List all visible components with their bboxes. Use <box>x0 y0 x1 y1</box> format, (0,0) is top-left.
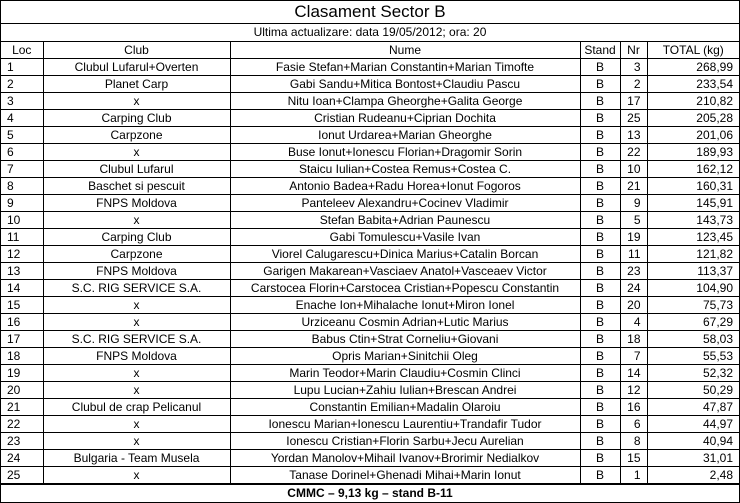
cell-name: Ionescu Cristian+Florin Sarbu+Jecu Aurelian <box>230 433 580 450</box>
cell-loc: 16 <box>1 314 43 331</box>
cell-total: 55,53 <box>647 348 739 365</box>
table-row <box>1 127 739 144</box>
cell-total: 2,48 <box>647 467 739 484</box>
cell-nr: 21 <box>620 178 647 195</box>
table-row <box>1 212 739 229</box>
cell-nr: 19 <box>620 229 647 246</box>
cell-club: FNPS Moldova <box>43 263 230 280</box>
cell-loc: 20 <box>1 382 43 399</box>
cell-nr: 22 <box>620 144 647 161</box>
table-row <box>1 416 739 433</box>
cell-stand: B <box>580 110 620 127</box>
table-row <box>1 399 739 416</box>
table-row <box>1 467 739 484</box>
table-row <box>1 93 739 110</box>
table-row <box>1 76 739 93</box>
cell-stand: B <box>580 93 620 110</box>
cell-loc: 17 <box>1 331 43 348</box>
table-row <box>1 110 739 127</box>
cell-loc: 6 <box>1 144 43 161</box>
cell-total: 58,03 <box>647 331 739 348</box>
cell-loc: 15 <box>1 297 43 314</box>
table-row <box>1 263 739 280</box>
cell-stand: B <box>580 399 620 416</box>
cell-loc: 13 <box>1 263 43 280</box>
cell-name: Viorel Calugarescu+Dinica Marius+Catalin Borcan <box>230 246 580 263</box>
cell-loc: 11 <box>1 229 43 246</box>
table-row <box>1 331 739 348</box>
cell-club: x <box>43 467 230 484</box>
cell-loc: 5 <box>1 127 43 144</box>
cell-club: S.C. RIG SERVICE S.A. <box>43 331 230 348</box>
header-stand: Stand <box>580 42 620 59</box>
cell-nr: 15 <box>620 450 647 467</box>
cell-stand: B <box>580 450 620 467</box>
cell-nr: 1 <box>620 467 647 484</box>
cell-total: 210,82 <box>647 93 739 110</box>
cell-loc: 18 <box>1 348 43 365</box>
cell-club: Clubul Lufarul <box>43 161 230 178</box>
cell-club: Planet Carp <box>43 76 230 93</box>
cell-stand: B <box>580 246 620 263</box>
table-row <box>1 297 739 314</box>
cell-club: Baschet si pescuit <box>43 178 230 195</box>
cell-club: x <box>43 433 230 450</box>
cell-name: Lupu Lucian+Zahiu Iulian+Brescan Andrei <box>230 382 580 399</box>
cell-loc: 8 <box>1 178 43 195</box>
cell-total: 44,97 <box>647 416 739 433</box>
cell-total: 31,01 <box>647 450 739 467</box>
cell-stand: B <box>580 297 620 314</box>
cell-stand: B <box>580 195 620 212</box>
cell-total: 233,54 <box>647 76 739 93</box>
cell-nr: 20 <box>620 297 647 314</box>
cell-total: 50,29 <box>647 382 739 399</box>
cell-name: Panteleev Alexandru+Cocinev Vladimir <box>230 195 580 212</box>
cell-nr: 24 <box>620 280 647 297</box>
cell-nr: 4 <box>620 314 647 331</box>
cell-total: 113,37 <box>647 263 739 280</box>
cell-total: 52,32 <box>647 365 739 382</box>
cell-nr: 13 <box>620 127 647 144</box>
cell-nr: 17 <box>620 93 647 110</box>
last-update-label: Ultima actualizare: data 19/05/2012; ora: 20 <box>1 24 739 42</box>
cell-name: Antonio Badea+Radu Horea+Ionut Fogoros <box>230 178 580 195</box>
table-row <box>1 348 739 365</box>
cell-total: 162,12 <box>647 161 739 178</box>
table-row <box>1 144 739 161</box>
cell-nr: 25 <box>620 110 647 127</box>
table-row <box>1 229 739 246</box>
cell-nr: 10 <box>620 161 647 178</box>
cell-name: Nitu Ioan+Clampa Gheorghe+Galita George <box>230 93 580 110</box>
cell-name: Carstocea Florin+Carstocea Cristian+Popescu Constantin <box>230 280 580 297</box>
cell-name: Ionescu Marian+Ionescu Laurentiu+Trandafir Tudor <box>230 416 580 433</box>
cell-nr: 11 <box>620 246 647 263</box>
cell-club: FNPS Moldova <box>43 195 230 212</box>
cell-loc: 7 <box>1 161 43 178</box>
cell-club: Carping Club <box>43 229 230 246</box>
cell-loc: 1 <box>1 59 43 76</box>
cell-total: 268,99 <box>647 59 739 76</box>
cell-loc: 3 <box>1 93 43 110</box>
cell-nr: 8 <box>620 433 647 450</box>
cell-club: Clubul de crap Pelicanul <box>43 399 230 416</box>
table-row <box>1 195 739 212</box>
cell-total: 189,93 <box>647 144 739 161</box>
cell-club: S.C. RIG SERVICE S.A. <box>43 280 230 297</box>
header-club: Club <box>43 42 230 59</box>
cell-loc: 9 <box>1 195 43 212</box>
cell-total: 145,91 <box>647 195 739 212</box>
cell-stand: B <box>580 212 620 229</box>
header-loc: Loc <box>1 42 43 59</box>
table-row <box>1 382 739 399</box>
cell-total: 123,45 <box>647 229 739 246</box>
cell-stand: B <box>580 314 620 331</box>
cell-stand: B <box>580 467 620 484</box>
cell-name: Garigen Makarean+Vasciaev Anatol+Vasceaev Victor <box>230 263 580 280</box>
cell-club: Carpzone <box>43 246 230 263</box>
cell-loc: 22 <box>1 416 43 433</box>
cell-loc: 14 <box>1 280 43 297</box>
table-row <box>1 246 739 263</box>
cell-stand: B <box>580 263 620 280</box>
cell-name: Babus Ctin+Strat Corneliu+Giovani <box>230 331 580 348</box>
cell-nr: 5 <box>620 212 647 229</box>
footer-note: CMMC – 9,13 kg – stand B-11 <box>1 484 739 502</box>
cell-stand: B <box>580 348 620 365</box>
cell-name: Marin Teodor+Marin Claudiu+Cosmin Clinci <box>230 365 580 382</box>
table-header-row <box>1 42 739 59</box>
cell-name: Buse Ionut+Ionescu Florian+Dragomir Sorin <box>230 144 580 161</box>
cell-stand: B <box>580 127 620 144</box>
cell-club: x <box>43 382 230 399</box>
page-title: Clasament Sector B <box>1 1 739 24</box>
cell-total: 201,06 <box>647 127 739 144</box>
cell-total: 160,31 <box>647 178 739 195</box>
cell-loc: 24 <box>1 450 43 467</box>
cell-stand: B <box>580 144 620 161</box>
header-name: Nume <box>230 42 580 59</box>
cell-nr: 14 <box>620 365 647 382</box>
cell-club: x <box>43 93 230 110</box>
cell-club: Carping Club <box>43 110 230 127</box>
cell-total: 121,82 <box>647 246 739 263</box>
cell-club: Bulgaria - Team Musela <box>43 450 230 467</box>
cell-name: Staicu Iulian+Costea Remus+Costea C. <box>230 161 580 178</box>
cell-total: 40,94 <box>647 433 739 450</box>
cell-nr: 9 <box>620 195 647 212</box>
cell-club: x <box>43 416 230 433</box>
table-row <box>1 450 739 467</box>
cell-total: 143,73 <box>647 212 739 229</box>
cell-nr: 18 <box>620 331 647 348</box>
cell-loc: 2 <box>1 76 43 93</box>
cell-total: 67,29 <box>647 314 739 331</box>
cell-club: x <box>43 144 230 161</box>
table-row <box>1 365 739 382</box>
table-row <box>1 314 739 331</box>
cell-loc: 4 <box>1 110 43 127</box>
ranking-table <box>1 42 739 484</box>
cell-total: 47,87 <box>647 399 739 416</box>
cell-stand: B <box>580 331 620 348</box>
cell-name: Opris Marian+Sinitchii Oleg <box>230 348 580 365</box>
cell-name: Fasie Stefan+Marian Constantin+Marian Timofte <box>230 59 580 76</box>
cell-nr: 3 <box>620 59 647 76</box>
cell-stand: B <box>580 433 620 450</box>
cell-name: Enache Ion+Mihalache Ionut+Miron Ionel <box>230 297 580 314</box>
cell-stand: B <box>580 416 620 433</box>
cell-stand: B <box>580 59 620 76</box>
cell-stand: B <box>580 161 620 178</box>
cell-name: Yordan Manolov+Mihail Ivanov+Brorimir Nedialkov <box>230 450 580 467</box>
cell-club: x <box>43 365 230 382</box>
header-nr: Nr <box>620 42 647 59</box>
cell-nr: 12 <box>620 382 647 399</box>
table-row <box>1 161 739 178</box>
cell-stand: B <box>580 280 620 297</box>
table-row <box>1 280 739 297</box>
cell-nr: 16 <box>620 399 647 416</box>
cell-club: Carpzone <box>43 127 230 144</box>
header-total: TOTAL (kg) <box>647 42 739 59</box>
cell-club: x <box>43 297 230 314</box>
cell-stand: B <box>580 76 620 93</box>
cell-name: Stefan Babita+Adrian Paunescu <box>230 212 580 229</box>
table-row <box>1 433 739 450</box>
cell-stand: B <box>580 382 620 399</box>
cell-club: x <box>43 212 230 229</box>
cell-stand: B <box>580 229 620 246</box>
cell-name: Urziceanu Cosmin Adrian+Lutic Marius <box>230 314 580 331</box>
table-row <box>1 59 739 76</box>
cell-name: Constantin Emilian+Madalin Olaroiu <box>230 399 580 416</box>
cell-total: 104,90 <box>647 280 739 297</box>
cell-loc: 19 <box>1 365 43 382</box>
cell-stand: B <box>580 365 620 382</box>
cell-loc: 21 <box>1 399 43 416</box>
cell-total: 205,28 <box>647 110 739 127</box>
cell-name: Gabi Sandu+Mitica Bontost+Claudiu Pascu <box>230 76 580 93</box>
cell-nr: 6 <box>620 416 647 433</box>
cell-nr: 7 <box>620 348 647 365</box>
cell-loc: 25 <box>1 467 43 484</box>
cell-club: x <box>43 314 230 331</box>
cell-loc: 12 <box>1 246 43 263</box>
cell-name: Gabi Tomulescu+Vasile Ivan <box>230 229 580 246</box>
cell-name: Cristian Rudeanu+Ciprian Dochita <box>230 110 580 127</box>
cell-nr: 2 <box>620 76 647 93</box>
cell-club: Clubul Lufarul+Overten <box>43 59 230 76</box>
cell-loc: 10 <box>1 212 43 229</box>
cell-total: 75,73 <box>647 297 739 314</box>
cell-loc: 23 <box>1 433 43 450</box>
cell-name: Ionut Urdarea+Marian Gheorghe <box>230 127 580 144</box>
cell-nr: 23 <box>620 263 647 280</box>
cell-name: Tanase Dorinel+Ghenadi Mihai+Marin Ionut <box>230 467 580 484</box>
cell-stand: B <box>580 178 620 195</box>
cell-club: FNPS Moldova <box>43 348 230 365</box>
table-row <box>1 178 739 195</box>
